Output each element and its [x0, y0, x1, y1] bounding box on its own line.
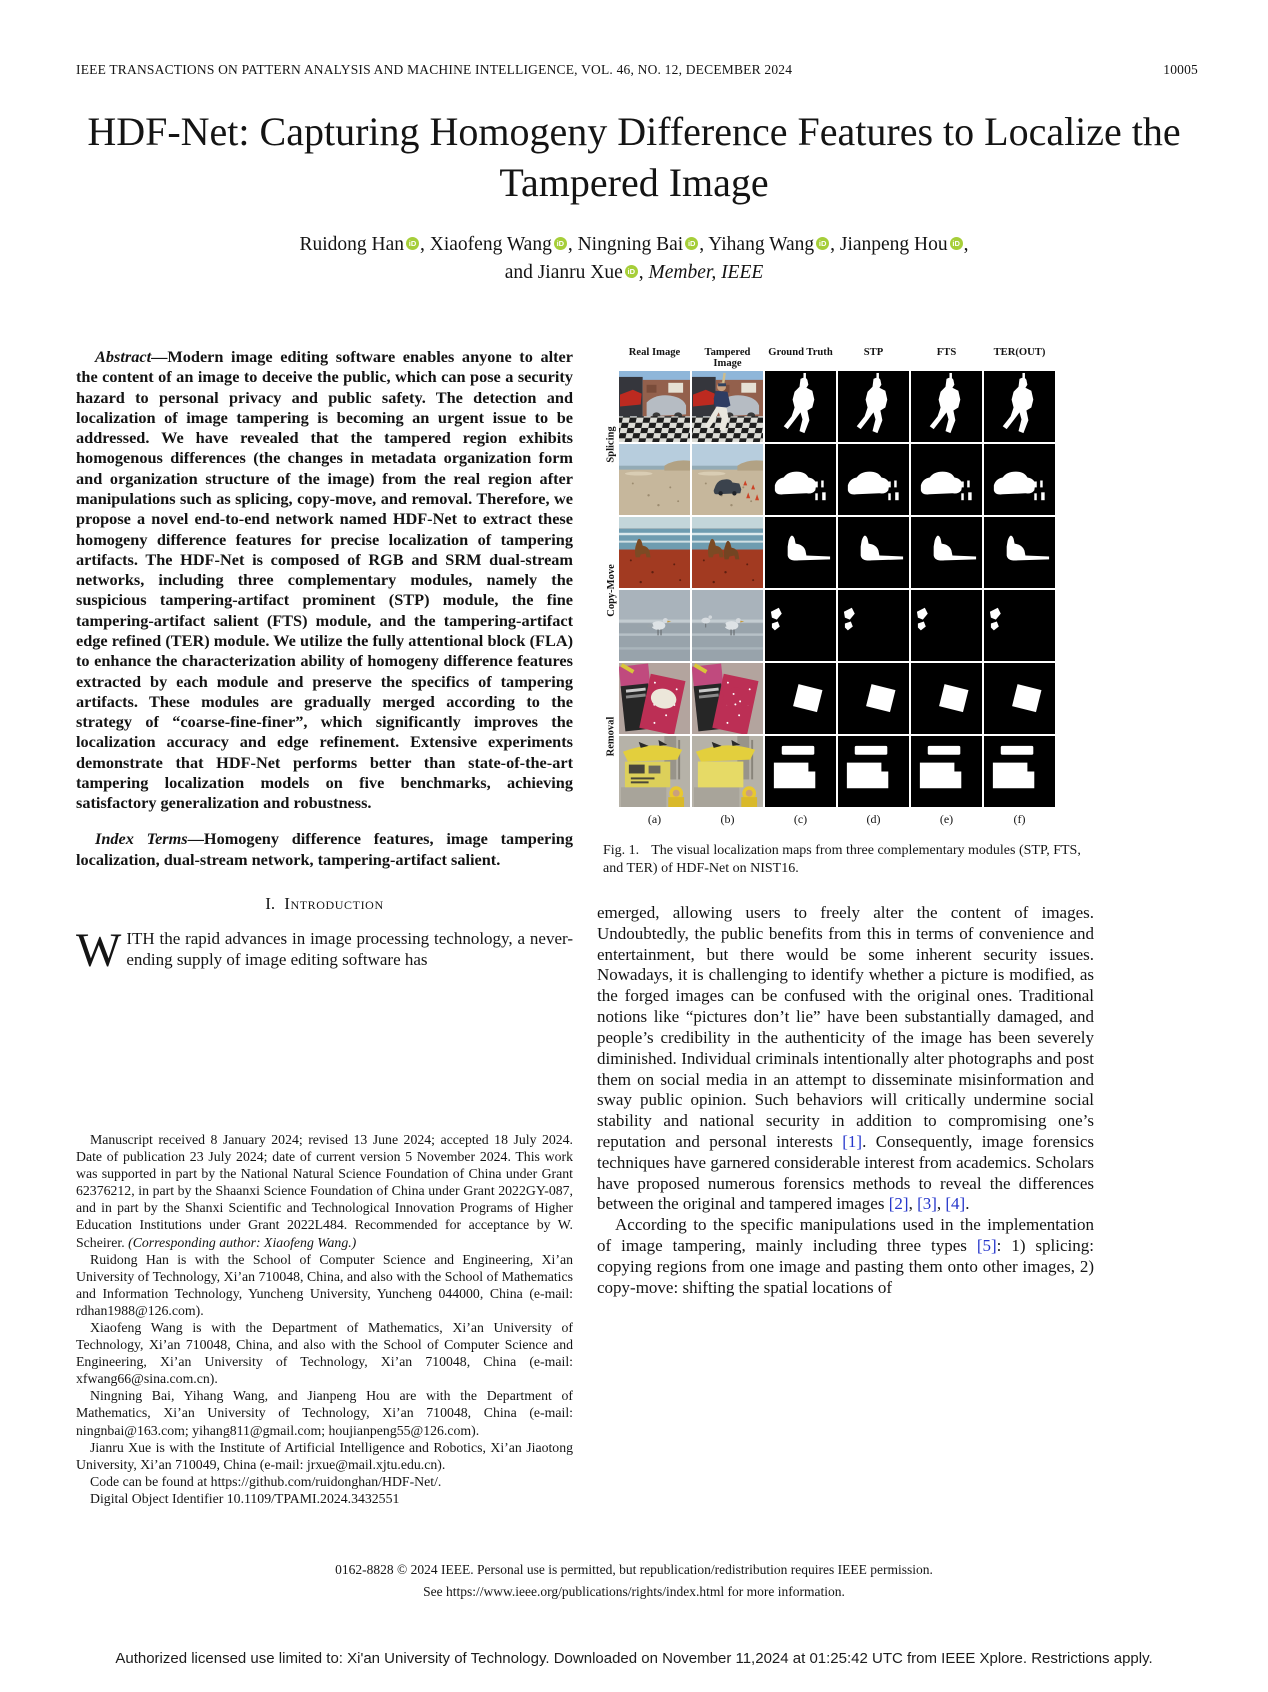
fig-r6-stp-mask [838, 736, 909, 807]
author-name: Xiaofeng Wang [429, 234, 552, 255]
dropcap: W [76, 924, 122, 978]
running-head [76, 62, 1198, 78]
figure-row-labels [603, 371, 619, 809]
fig-r5-ter-mask [984, 663, 1055, 734]
fig-r1-real-image [619, 371, 690, 442]
abstract-label: Abstract [95, 347, 152, 366]
figure-caption-text: The visual localization maps from three complementary modules (STP, FTS, and TER) of HDF-Net on NIST16. [603, 843, 1081, 876]
citation-link[interactable]: [4] [945, 1194, 966, 1214]
fig-r4-real-image [619, 590, 690, 661]
copyright-footer [0, 1559, 1268, 1604]
figure-column-headers [619, 347, 1094, 369]
author-name: Jianpeng Hou [839, 234, 948, 255]
download-license-bar: Authorized licensed use limited to: Xi'an University of Technology. Downloaded on November 11,2024 at 01:25:42 UTC from IEEE Xplore. Restrictions apply. [115, 1650, 1153, 1667]
figure-1 [603, 347, 1094, 877]
section-number: I. [265, 894, 276, 914]
figure-caption [603, 842, 1094, 877]
fig-r2-ter-mask [984, 444, 1055, 515]
citation-link[interactable]: [1] [842, 1131, 863, 1151]
author-separator: , [638, 262, 649, 284]
fig-r3-tampered-image [692, 517, 763, 588]
fig-r3-stp-mask [838, 517, 909, 588]
orcid-icon[interactable]: iD [816, 237, 829, 250]
abstract-text: —Modern image editing software enables anyone to alter the content of an image to deceive the public, which can pose a security hazard to personal privacy and public safety. The detection and localization of image tampering is becoming an urgent issue to be addressed. We have revealed that the tampered region exhibits homogenous differences (the changes in metadata organization form and organization structure of the image) from the real region after manipulations such as splicing, copy-move, and removal. Therefore, we propose a novel end-to-end network named HDF-Net to extract these homogeny difference features for precise localization of tampering artifacts. The HDF-Net is composed of RGB and SRM dual-stream networks, including three complementary modules, namely the suspicious tampering-artifact prominent (STP) module, the fine tampering-artifact salient (FTS) module, and the tampering-artifact edge refined (TER) module. We utilize the fully attentional block (FLA) to enhance the characterization ability of homogeny difference features extracted by each module and preserve the specifics of tampering artifacts. These modules are gradually merged according to the strategy of “coarse-fine-finer”, which significantly improves the localization accuracy and edge refinement. Extensive experiments demonstrate that HDF-Net performs better than state-of-the-art tampering localization models on five benchmarks, achieving satisfactory generalization and robustness. [76, 347, 573, 813]
intro-paragraph [76, 924, 573, 978]
fig-r4-ter-mask [984, 590, 1055, 661]
fig-r6-tampered-image [692, 736, 763, 807]
orcid-icon[interactable]: iD [685, 237, 698, 250]
author-name: Yihang Wang [708, 234, 815, 255]
figure-caption-label: Fig. 1. [603, 843, 640, 858]
author-separator: , [420, 234, 430, 255]
figure-col-header: TER(OUT) [993, 347, 1046, 358]
fig-r6-real-image [619, 736, 690, 807]
author-name: Ningning Bai [577, 234, 684, 255]
author-separator: , [830, 234, 840, 255]
author-name: Jianru Xue [537, 262, 623, 284]
section-heading-introduction [76, 894, 573, 914]
copyright-line: 0162-8828 © 2024 IEEE. Personal use is permitted, but republication/redistribution requires IEEE permission. [335, 1562, 933, 1577]
fig-r6-ground-truth-mask [765, 736, 836, 807]
footnote-manuscript: Manuscript received 8 January 2024; revised 13 June 2024; accepted 18 July 2024. Date of publication 23 July 2024; date of current version 5 November 2024. This work was supported in part by the National Natural Science Foundation of China under Grant 62376212, in part by the Shaanxi Science Foundation of China under Grant 2022GY-087, and in part by the Shanxi Scientific and Technological Innovation Programs of Higher Education Institutions under Grant 2022L484. Recommended for acceptance by W. Scheirer. (Corresponding author: Xiaofeng Wang.) [76, 1131, 573, 1250]
author-separator: , [699, 234, 709, 255]
index-terms-text: —Homogeny difference features, image tampering localization, dual-stream network, tampering-artifact salient. [76, 829, 573, 869]
figure-sublabel: (a) [647, 812, 662, 826]
rights-link-line: See https://www.ieee.org/publications/rights/index.html for more information. [423, 1584, 845, 1600]
body-paragraph: According to the specific manipulations used in the implementation of image tampering, mainly including three types [5]: 1) splicing: copying regions from one image and pasting them onto other images, 2) copy-move: shifting the spatial locations of [597, 1215, 1094, 1297]
row-group-label: Splicing [605, 425, 617, 463]
figure-sublabel: (f) [1013, 812, 1026, 826]
fig-r2-tampered-image [692, 444, 763, 515]
citation-link[interactable]: [3] [917, 1194, 937, 1214]
fig-r2-fts-mask [911, 444, 982, 515]
footnote-affiliation: Xiaofeng Wang is with the Department of Mathematics, Xi’an University of Technology, Xi’an 710048, China, and also with the School of Computer Science and Engineering, Xi’an University of Technology, Xi’an 710048, China (e-mail: xfwang66@sina.com.cn). [76, 1319, 573, 1387]
fig-r3-fts-mask [911, 517, 982, 588]
section-title: Introduction [284, 894, 384, 914]
fig-r4-tampered-image [692, 590, 763, 661]
index-terms [76, 829, 573, 870]
body-paragraph: emerged, allowing users to freely alter the content of images. Undoubtedly, the public benefits from this in terms of convenience and entertainment, but there would be some inherent security issues. Nowadays, it is challenging to identify whether a picture is modified, as the forged images can be confused with the original ones. Traditional notions like “pictures don’t lie” have been substantially damaged, and people’s credibility in the authenticity of the image has been severely diminished. Individual criminals intentionally alter photographs and post them on social media in an attempt to disseminate misinformation and sway public opinion. Such behaviors will critically undermine social stability and national security in addition to compromising one’s reputation and personal interests [1]. Consequently, image forensics techniques have garnered considerable interest from academics. Scholars have proposed numerous forensics methods to reveal the differences between the original and tampered images [2], [3], [4]. [597, 903, 1094, 1214]
author-last-prefix: and [504, 262, 538, 284]
orcid-icon[interactable]: iD [406, 237, 419, 250]
figure-image-grid [619, 371, 1055, 809]
citation-link[interactable]: [5] [976, 1236, 997, 1255]
fig-r3-ground-truth-mask [765, 517, 836, 588]
figure-col-header: Real Image [628, 347, 681, 358]
figure-col-header: FTS [936, 347, 957, 358]
fig-r2-real-image [619, 444, 690, 515]
figure-sublabel: (d) [866, 812, 881, 826]
author-membership: Member, IEEE [648, 262, 764, 284]
fig-r1-stp-mask [838, 371, 909, 442]
fig-r6-fts-mask [911, 736, 982, 807]
fig-r2-ground-truth-mask [765, 444, 836, 515]
figure-col-header: Ground Truth [768, 347, 833, 358]
author-separator: , [567, 234, 578, 255]
footnote-affiliation: Ruidong Han is with the School of Computer Science and Engineering, Xi’an University of Technology, Xi’an 710048, China, and also with the School of Mathematics and Information Technology, Yuncheng University, Yuncheng 044000, China (e-mail: rdhan1988@126.com). [76, 1251, 573, 1318]
fig-r6-ter-mask [984, 736, 1055, 807]
row-group-label: Copy-Move [605, 563, 617, 617]
first-page-footnotes [76, 1131, 573, 1507]
corresponding-author-note: (Corresponding author: Xiaofeng Wang.) [128, 1234, 357, 1250]
fig-r4-ground-truth-mask [765, 590, 836, 661]
fig-r2-stp-mask [838, 444, 909, 515]
orcid-icon[interactable]: iD [950, 237, 963, 250]
fig-r1-fts-mask [911, 371, 982, 442]
author-line [60, 231, 1208, 288]
footnote-doi: Digital Object Identifier 10.1109/TPAMI.2024.3432551 [90, 1490, 400, 1506]
fig-r5-ground-truth-mask [765, 663, 836, 734]
citation-link[interactable]: [2] [888, 1194, 909, 1214]
fig-r5-tampered-image [692, 663, 763, 734]
fig-r1-tampered-image [692, 371, 763, 442]
journal-title: IEEE TRANSACTIONS ON PATTERN ANALYSIS AND MACHINE INTELLIGENCE, VOL. 46, NO. 12, DECEMBER 2024 [76, 62, 793, 77]
figure-sublabel: (b) [720, 812, 735, 826]
figure-col-header: STP [863, 347, 884, 358]
fig-r3-ter-mask [984, 517, 1055, 588]
footnote-code-link[interactable]: Code can be found at https://github.com/ruidonghan/HDF-Net/. [90, 1473, 442, 1489]
intro-text: ITH the rapid advances in image processing technology, a never-ending supply of image editing software has [126, 929, 573, 969]
fig-r5-real-image [619, 663, 690, 734]
orcid-icon[interactable]: iD [625, 265, 638, 278]
fig-r1-ground-truth-mask [765, 371, 836, 442]
figure-sublabels [619, 812, 1094, 827]
footnote-affiliation: Ningning Bai, Yihang Wang, and Jianpeng Hou are with the Department of Mathematics, Xi’an University of Technology, Xi’an 710048, China (e-mail: ningnbai@163.com; yihang811@gmail.com; houjianpeng55@126.com). [76, 1388, 573, 1438]
author-name: Ruidong Han [299, 234, 405, 255]
footnote-affiliation: Jianru Xue is with the Institute of Artificial Intelligence and Robotics, Xi’an Jiaotong University, Xi’an 710049, China (e-mail: jrxue@mail.xjtu.edu.cn). [76, 1439, 573, 1472]
row-group-label: Removal [605, 716, 617, 756]
index-terms-label: Index Terms [95, 829, 188, 849]
fig-r4-stp-mask [838, 590, 909, 661]
fig-r1-ter-mask [984, 371, 1055, 442]
author-separator: , [963, 234, 969, 255]
left-column [76, 347, 573, 1507]
fig-r3-real-image [619, 517, 690, 588]
page-number: 10005 [1163, 62, 1198, 77]
fig-r4-fts-mask [911, 590, 982, 661]
fig-r5-stp-mask [838, 663, 909, 734]
page-title: HDF-Net: Capturing Homogeny Difference Features to Localize the Tampered Image [87, 109, 1181, 206]
orcid-icon[interactable]: iD [554, 237, 567, 250]
right-column [597, 347, 1094, 1298]
abstract [76, 347, 573, 813]
figure-sublabel: (e) [939, 812, 954, 826]
figure-col-header: Tampered Image [704, 347, 751, 369]
figure-sublabel: (c) [793, 812, 808, 826]
fig-r5-fts-mask [911, 663, 982, 734]
